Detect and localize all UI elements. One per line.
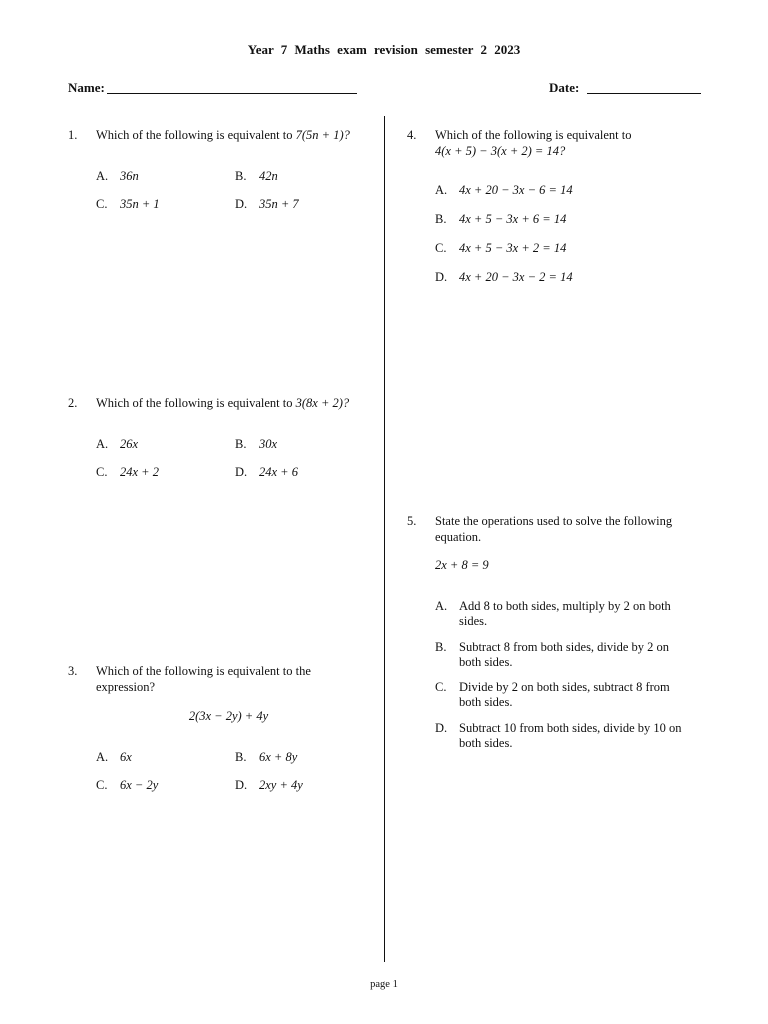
option-letter: D.	[235, 197, 248, 211]
question-1-option-b[interactable]	[235, 169, 278, 184]
option-value: 35n + 7	[259, 197, 299, 211]
option-letter: A.	[96, 169, 109, 183]
option-value: 4x + 5 − 3x + 2 = 14	[459, 241, 567, 255]
question-2-option-b[interactable]	[235, 437, 277, 452]
option-line-1: Add 8 to both sides, multiply by 2 on both	[459, 599, 671, 613]
name-label: Name:	[68, 80, 105, 95]
question-3-option-b[interactable]	[235, 750, 297, 765]
question-3-option-c[interactable]	[96, 778, 158, 793]
question-1-option-d[interactable]	[235, 197, 299, 212]
column-divider	[384, 116, 385, 962]
option-value: 4x + 5 − 3x + 6 = 14	[459, 212, 567, 226]
option-line-2: sides.	[459, 614, 488, 628]
option-value: 30x	[259, 437, 278, 451]
option-line-2: both sides.	[459, 736, 513, 750]
option-value: 2xy + 4y	[259, 778, 303, 792]
question-2-prompt: Which of the following is equivalent to	[96, 396, 293, 410]
question-1-option-a[interactable]	[96, 169, 139, 184]
option-letter: C.	[96, 197, 108, 211]
option-letter: B.	[435, 212, 447, 226]
question-5-option-d[interactable]	[435, 721, 715, 751]
option-letter: A.	[435, 599, 448, 613]
option-line-1: Subtract 8 from both sides, divide by 2 on	[459, 640, 670, 654]
question-3-text-line-1: Which of the following is equivalent to the	[96, 664, 311, 678]
option-letter: B.	[435, 640, 447, 654]
question-3-number: 3.	[68, 664, 78, 678]
option-line-2: both sides.	[459, 695, 513, 709]
option-value: 6x − 2y	[120, 778, 159, 792]
question-2-option-c[interactable]	[96, 465, 159, 480]
option-letter: B.	[235, 169, 247, 183]
question-4-text: Which of the following is equivalent to	[435, 128, 632, 142]
question-3-option-a[interactable]	[96, 750, 132, 765]
option-letter: C.	[96, 465, 108, 479]
option-letter: D.	[235, 778, 248, 792]
option-line-1: Subtract 10 from both sides, divide by 10 on	[459, 721, 682, 735]
option-letter: A.	[96, 750, 109, 764]
question-4-number: 4.	[407, 128, 417, 142]
question-3-text-line-2: expression?	[96, 680, 156, 694]
question-4-option-a[interactable]	[435, 183, 573, 198]
option-letter: A.	[435, 183, 448, 197]
name-field[interactable]	[107, 93, 357, 94]
question-1-option-c[interactable]	[96, 197, 160, 212]
question-1-expression: 7(5n + 1)?	[295, 128, 350, 142]
option-value: 4x + 20 − 3x − 6 = 14	[459, 183, 573, 197]
option-letter: A.	[96, 437, 109, 451]
option-value: 6x	[120, 750, 132, 764]
option-letter: D.	[435, 270, 448, 284]
question-5-expression: 2x + 8 = 9	[435, 558, 489, 572]
option-letter: D.	[235, 465, 248, 479]
option-value: 6x + 8y	[259, 750, 298, 764]
option-value: 35n + 1	[120, 197, 160, 211]
option-value: 42n	[259, 169, 278, 183]
question-5-option-c[interactable]	[435, 680, 715, 710]
option-value: 4x + 20 − 3x − 2 = 14	[459, 270, 573, 284]
option-letter: C.	[96, 778, 108, 792]
question-3-expression: 2(3x − 2y) + 4y	[188, 709, 269, 723]
option-letter: B.	[235, 437, 247, 451]
option-letter: C.	[435, 680, 447, 694]
question-5-option-b[interactable]	[435, 640, 715, 670]
question-2-expression: 3(8x + 2)?	[295, 396, 350, 410]
question-2-option-d[interactable]	[235, 465, 298, 480]
question-5-text-line-1: State the operations used to solve the following	[435, 514, 673, 528]
question-5-option-a[interactable]	[435, 599, 715, 629]
option-value: 24x + 6	[259, 465, 298, 479]
page-title: Year 7 Maths exam revision semester 2 2023	[247, 42, 521, 57]
option-letter: C.	[435, 241, 447, 255]
option-line-1: Divide by 2 on both sides, subtract 8 from	[459, 680, 670, 694]
option-value: 26x	[120, 437, 139, 451]
option-value: 36n	[120, 169, 139, 183]
question-1-number: 1.	[68, 128, 78, 142]
option-letter: D.	[435, 721, 448, 735]
question-2-option-a[interactable]	[96, 437, 138, 452]
question-1-text	[96, 128, 371, 143]
question-4-expression: 4(x + 5) − 3(x + 2) = 14?	[435, 144, 566, 158]
question-3-option-d[interactable]	[235, 778, 303, 793]
option-line-2: both sides.	[459, 655, 513, 669]
question-2-text	[96, 396, 376, 411]
option-letter: B.	[235, 750, 247, 764]
page-number: page 1	[370, 979, 398, 990]
question-1-prompt: Which of the following is equivalent to	[96, 128, 293, 142]
question-5-text-line-2: equation.	[435, 530, 482, 544]
question-4-option-c[interactable]	[435, 241, 566, 256]
option-value: 24x + 2	[120, 465, 159, 479]
question-4-option-d[interactable]	[435, 270, 573, 285]
question-2-number: 2.	[68, 396, 78, 410]
date-label: Date:	[549, 80, 580, 95]
question-4-option-b[interactable]	[435, 212, 566, 227]
date-field[interactable]	[587, 93, 701, 94]
question-5-number: 5.	[407, 514, 417, 528]
